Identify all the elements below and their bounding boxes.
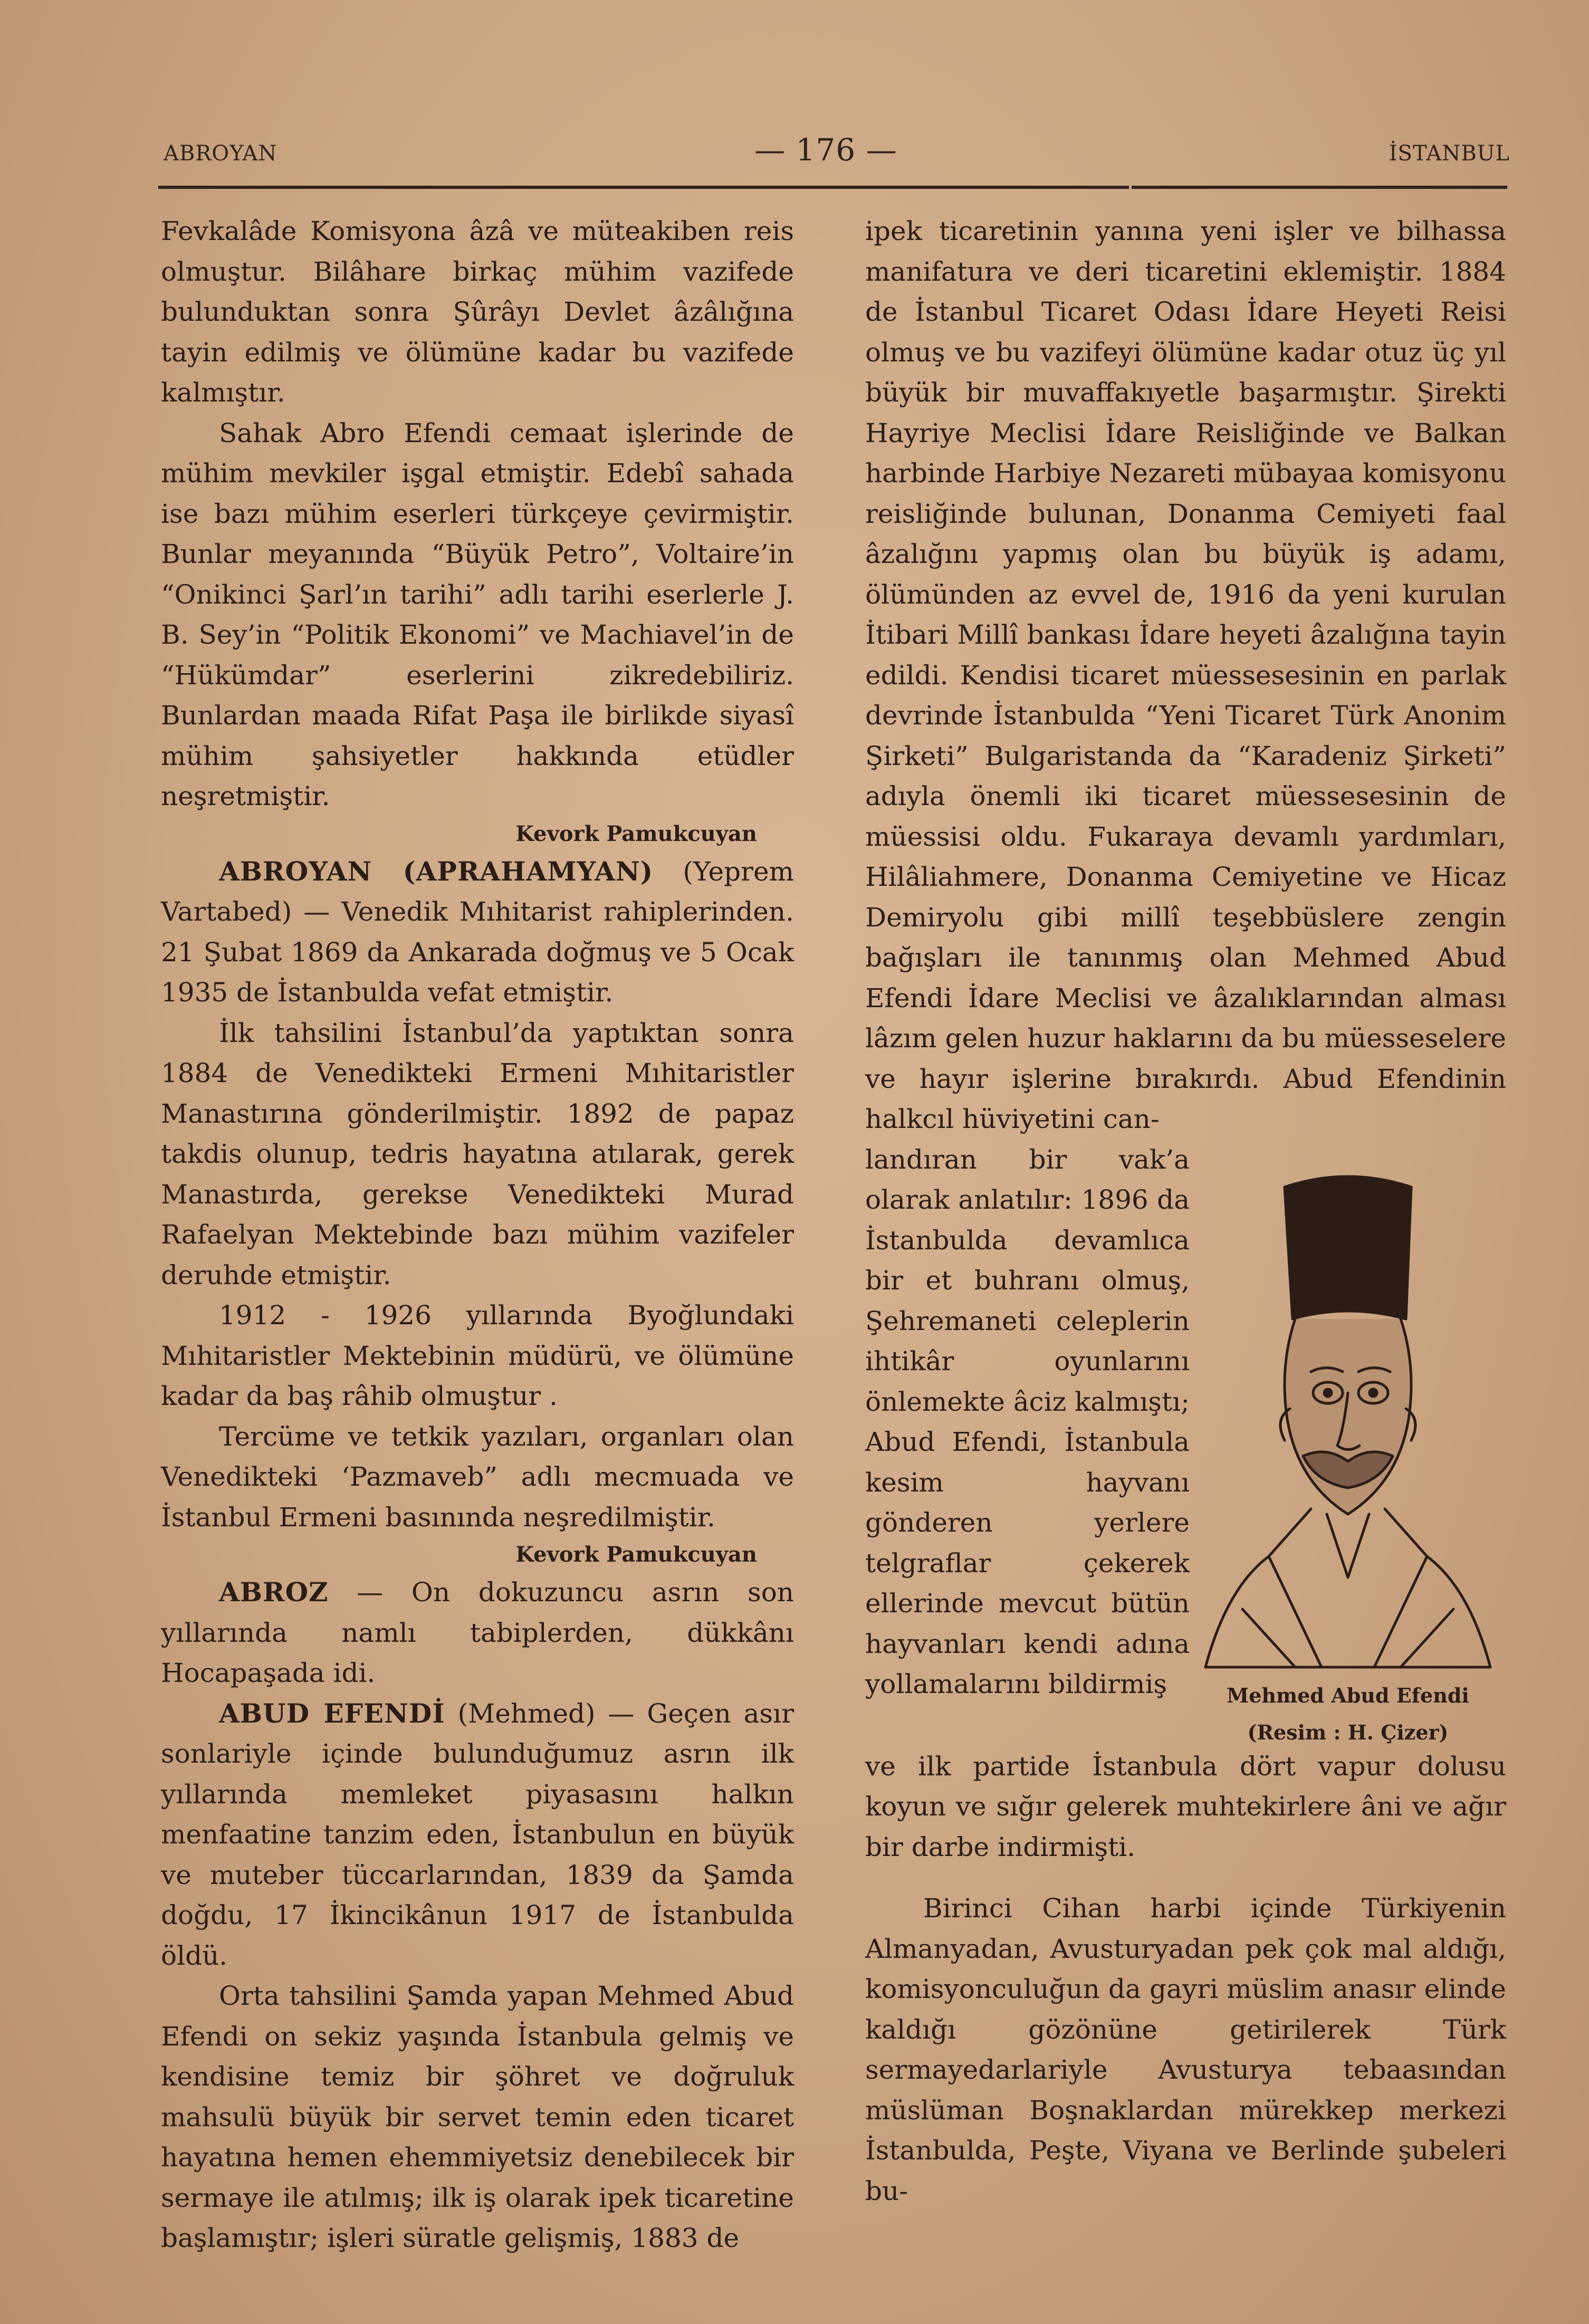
author-signature: Kevork Pamukcuyan: [515, 821, 757, 846]
paragraph: Sahak Abro Efendi cemaat işlerinde de mühim mevkiler işgal etmiştir. Edebî sahada ise bazı mühim eserleri türkçeye çevirmiştir. Bunlar meyanında “Büyük Petro”, Voltaire’in “Onikinci Şarl’ın tarihi” adlı tarihi eserlerle J. B. Sey’in “Politik Ekonomi” ve Machiavel’in de “Hükümdar” eserlerini zikredebiliriz. Bunlardan maada Rifat Paşa ile birlikde siyasî mühim şahsiyetler hakkında etüdler neşretmiştir.: [161, 417, 794, 811]
entry-headword: ABROYAN (APRAHAMYAN): [219, 855, 654, 887]
entry-text: (Mehmed) — Geçen asır sonlariyle içinde bulunduğumuz asrın ilk yıllarında memleket piyasasını halkın menfaatine tanzim eden, İstanbulun en büyük ve muteber tüccarlarından, 1839 da Şamda doğdu, 17 İkincikânun 1917 de İstanbulda öldü.: [161, 1698, 794, 1971]
entry-text: (Yeprem Vartabed) — Venedik Mıhitarist rahiplerinden. 21 Şubat 1869 da Ankarada doğmuş ve 5 Ocak 1935 de İstanbulda vefat etmiştir.: [161, 856, 794, 1008]
entry-abud-efendi: [161, 1694, 794, 1976]
portrait-of-man-in-fez-icon: [1190, 1145, 1506, 1672]
paragraph: 1912 - 1926 yıllarında Byoğlundaki Mıhitaristler Mektebinin müdürü, ve ölümüne kadar da baş râhib olmuştur .: [161, 1300, 794, 1411]
paragraph: Fevkalâde Komisyona âzâ ve müteakiben reis olmuştur. Bilâhare birkaç mühim vazifede bulunduktan sonra Şûrâyı Devlet âzâlığına tayin edilmiş ve ölümüne kadar bu vazifede kalmıştır.: [161, 216, 794, 408]
entry-abroyan: [161, 852, 794, 1013]
entry-headword: ABROZ: [219, 1576, 329, 1608]
running-head-left: ABROYAN: [164, 141, 277, 166]
portrait-wrap-area: [865, 1140, 1506, 1746]
author-signature: Kevork Pamukcuyan: [515, 1542, 757, 1567]
paragraph: Orta tahsilini Şamda yapan Mehmed Abud Efendi on sekiz yaşında İstanbula gelmiş ve kendisine temiz bir şöhret ve doğruluk mahsulü büyük bir servet temin eden ticaret hayatına hemen ehemmiyetsiz denebilecek bir sermaye ile atılmış; ilk iş olarak ipek ticaretine başlamıştır; işleri süratle gelişmiş, 1883 de: [161, 1981, 794, 2253]
page-number: — 176 —: [754, 132, 897, 168]
wrapped-paragraph: landıran bir vak’a olarak anlatılır: 1896 da İstanbulda devamlıca bir et buhranı olmuş, Şehremaneti celeplerin ihtikâr oyunlarını önlemekte âciz kalmıştı; Abud Efendi, İstanbula kesim hayvanı gönderen yerlere telgraflar çekerek ellerinde mevcut bütün hayvanları kendi adına yollamalarını bildirmiş: [865, 1144, 1190, 1699]
paragraph: Tercüme ve tetkik yazıları, organları olan Venedikteki ‘Pazmaveb” adlı mecmuada ve İstanbul Ermeni basınında neşredilmiştir.: [161, 1421, 794, 1533]
right-column: [865, 211, 1506, 2211]
portrait-figure: [1190, 1145, 1506, 1746]
paragraph: ve ilk partide İstanbula dört vapur dolusu koyun ve sığır gelerek muhtekirlere âni ve ağır bir darbe indirmişti.: [865, 1751, 1506, 1862]
entry-headword: ABUD EFENDİ: [219, 1697, 445, 1729]
entry-abroz: [161, 1572, 794, 1694]
left-column: [161, 211, 794, 2259]
portrait-credit: (Resim : H. Çizer): [1247, 1720, 1449, 1744]
paragraph: İlk tahsilini İstanbul’da yaptıktan sonra 1884 de Venedikteki Ermeni Mıhitaristler Manastırına gönderilmiştir. 1892 de papaz takdis olunup, tedris hayatına atılarak, gerek Manastırda, gerekse Venedikteki Murad Rafaelyan Mektebinde bazı mühim vazifeler deruhde etmiştir.: [161, 1017, 794, 1290]
paragraph: ipek ticaretinin yanına yeni işler ve bilhassa manifatura ve deri ticaretini eklemiştir. 1884 de İstanbul Ticaret Odası İdare Heyeti Reisi olmuş ve bu vazifeyi ölümüne kadar otuz üç yıl büyük bir muvaffakıyetle başarmıştır. Şirekti Hayriye Meclisi İdare Reisliğinde ve Balkan harbinde Harbiye Nezareti mübayaa komisyonu reisliğinde bulunan, Donanma Cemiyeti faal âzalığını yapmış olan bu büyük iş adamı, ölümünden az evvel de, 1916 da yeni kurulan İtibari Millî bankası İdare heyeti âzalığına tayin edildi. Kendisi ticaret müessesesinin en parlak devrinde İstanbulda “Yeni Ticaret Türk Anonim Şirketi” Bulgaristanda da “Karadeniz Şirketi” adıyla önemli iki ticaret müessesesinin de müessisi oldu. Fukaraya devamlı yardımları, Hilâliahmere, Donanma Cemiyetine ve Hicaz Demiryolu gibi millî teşebbüslere zengin bağışları ile tanınmış olan Mehmed Abud Efendi İdare Meclisi ve âzalıklarından alması lâzım gelen huzur haklarını da bu müesseselere ve hayır işlerine bırakırdı. Abud Efendinin halkcıl hüviyetini can-: [865, 216, 1507, 1134]
paragraph: Birinci Cihan harbi içinde Türkiyenin Almanyadan, Avusturyadan pek çok mal aldığı, komisyonculuğun da gayri müslim anasır elinde kaldığı gözönüne getirilerek Türk sermayedarlariyle Avusturya tebaasından müslüman Boşnaklardan mürekkep merkezi İstanbulda, Peşte, Viyana ve Berlinde şubeleri bu-: [865, 1893, 1506, 2206]
entry-text: — On dokuzuncu asrın son yıllarında namlı tabiplerden, dükkânı Hocapaşada idi.: [161, 1577, 794, 1688]
header-rule-left: [158, 186, 1129, 189]
header-rule-right: [1132, 186, 1507, 189]
running-head-right: İSTANBUL: [1389, 141, 1510, 166]
portrait-caption: Mehmed Abud Efendi: [1227, 1683, 1469, 1707]
